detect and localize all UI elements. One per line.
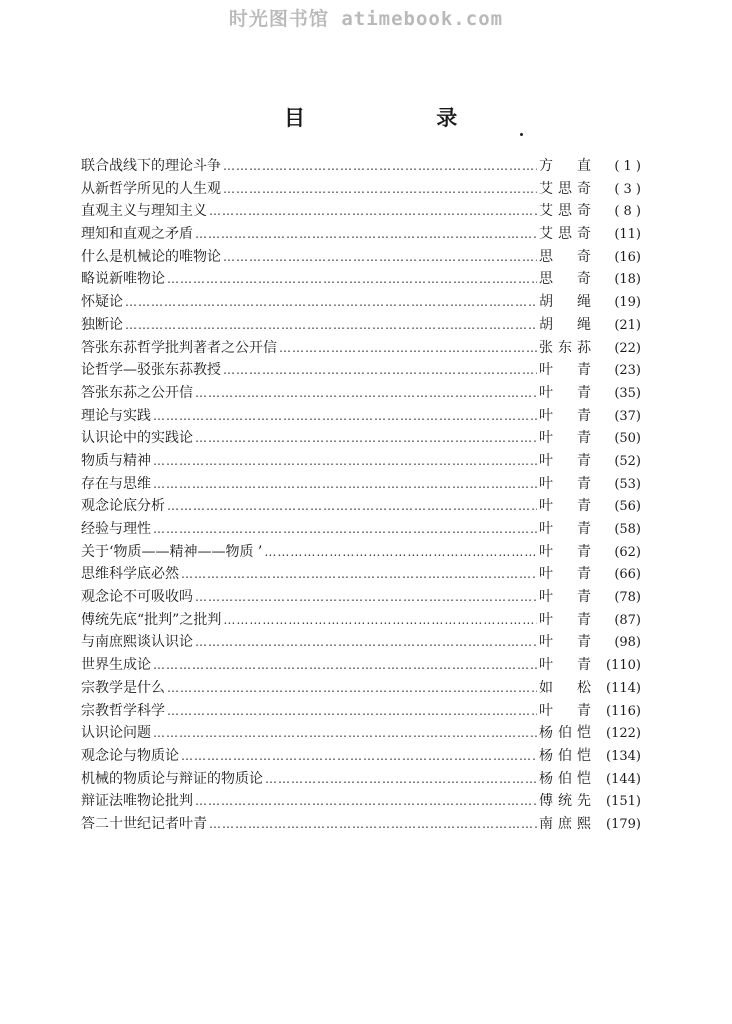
toc-entry-author: 叶 青 [539, 634, 591, 651]
toc-entry-author: 张东荪 [539, 339, 591, 356]
toc-leader-dots [153, 473, 537, 496]
toc-entry [81, 790, 641, 813]
toc-entry-title: 观念论与物质论 [81, 747, 179, 764]
toc-entry-author: 杨伯恺 [539, 770, 591, 787]
toc-leader-dots [223, 359, 537, 382]
toc-entry-title: 理论与实践 [81, 407, 151, 424]
toc-entry-page: (87) [614, 612, 641, 628]
toc-entry-author: 胡 绳 [539, 294, 591, 311]
toc-entry-page: (116) [606, 703, 641, 719]
toc-entry-title: 略说新唯物论 [81, 271, 165, 288]
toc-entry-title: 答张东荪之公开信 [81, 384, 193, 401]
toc-entry-author: 叶 青 [539, 657, 591, 674]
toc-entry-page: (11) [614, 227, 641, 243]
toc-entry-page: (35) [614, 385, 641, 401]
toc-entry-title: 论哲学—驳张东荪教授 [81, 362, 221, 379]
toc-entry [81, 314, 641, 337]
toc-entry-author: 叶 青 [539, 543, 591, 560]
toc-entry [81, 495, 641, 518]
toc-entry-page: (18) [614, 272, 641, 288]
toc-entry-title: 独断论 [81, 316, 123, 333]
toc-leader-dots [209, 200, 537, 223]
toc-entry [81, 541, 641, 564]
toc-entry-page: (22) [614, 340, 641, 356]
toc-leader-dots [223, 155, 537, 178]
toc-entry-title: 经验与理性 [81, 521, 151, 537]
toc-leader-dots [153, 450, 537, 473]
toc-entry [81, 518, 641, 541]
toc-entry-page: (58) [614, 522, 641, 537]
toc-entry-author: 方 直 [539, 158, 591, 174]
toc-entry-title: 怀疑论 [81, 294, 123, 311]
toc-leader-dots [153, 722, 537, 745]
toc-entry-author: 艾思奇 [539, 180, 591, 197]
toc-entry-page: (50) [614, 431, 641, 447]
toc-entry [81, 223, 641, 246]
toc-entry-page: (37) [614, 408, 641, 424]
table-of-contents [81, 155, 641, 836]
toc-leader-dots [195, 631, 537, 654]
toc-entry-page: ( 1 ) [614, 159, 641, 174]
toc-entry-author: 叶 青 [539, 589, 591, 606]
toc-entry-title: 联合战线下的理论斗争 [81, 158, 221, 174]
toc-entry-title: 世界生成论 [81, 657, 151, 674]
toc-entry-page: (114) [606, 680, 641, 696]
toc-leader-dots [125, 314, 537, 337]
toc-entry [81, 291, 641, 314]
toc-entry-title: 宗教学是什么 [81, 679, 165, 696]
toc-leader-dots [265, 768, 537, 791]
toc-entry [81, 813, 641, 836]
toc-entry-page: (110) [606, 658, 641, 674]
toc-entry-author: 杨伯恺 [539, 747, 591, 764]
toc-entry-page: (23) [614, 363, 641, 379]
toc-leader-dots [223, 178, 537, 201]
toc-entry-author: 叶 青 [539, 452, 591, 469]
toc-entry-author: 如 松 [539, 679, 591, 696]
toc-entry [81, 246, 641, 269]
toc-leader-dots [264, 541, 537, 564]
page-title: 目 录 [284, 105, 520, 130]
toc-entry-page: (134) [606, 748, 641, 764]
toc-entry-title: 观念论底分析 [81, 498, 165, 515]
toc-entry-title: 直观主义与理知主义 [81, 203, 207, 220]
toc-entry-title: 理知和直观之矛盾 [81, 226, 193, 243]
toc-entry-title: 答张东荪哲学批判著者之公开信 [81, 339, 277, 356]
toc-entry-page: (16) [614, 249, 641, 265]
toc-leader-dots [195, 790, 537, 813]
toc-entry-title: 认识论问题 [81, 725, 151, 742]
toc-entry-author: 叶 青 [539, 407, 591, 424]
toc-entry [81, 382, 641, 405]
toc-leader-dots [181, 745, 537, 768]
toc-entry-page: (151) [606, 794, 641, 810]
toc-entry-page: (56) [614, 499, 641, 515]
toc-entry [81, 427, 641, 450]
toc-entry [81, 359, 641, 382]
toc-entry-author: 叶 青 [539, 384, 591, 401]
toc-entry-author: 叶 青 [539, 611, 591, 628]
toc-entry-page: (78) [614, 590, 641, 606]
toc-entry-title: 什么是机械论的唯物论 [81, 248, 221, 265]
toc-leader-dots [195, 382, 537, 405]
toc-leader-dots [195, 586, 537, 609]
toc-entry [81, 337, 641, 360]
toc-entry-author: 杨伯恺 [539, 725, 591, 742]
toc-entry-title: 从新哲学所见的人生观 [81, 180, 221, 197]
toc-entry-author: 思 奇 [539, 271, 591, 288]
toc-entry-author: 叶 青 [539, 702, 591, 719]
toc-entry [81, 722, 641, 745]
toc-entry [81, 473, 641, 496]
toc-entry-page: (98) [614, 635, 641, 651]
toc-entry [81, 405, 641, 428]
toc-leader-dots [181, 563, 537, 586]
toc-entry-page: (144) [606, 771, 641, 787]
toc-entry [81, 768, 641, 791]
toc-leader-dots [153, 518, 537, 541]
toc-leader-dots [125, 291, 537, 314]
toc-entry [81, 155, 641, 178]
toc-entry-title: 傅统先底“批判”之批判 [81, 611, 222, 628]
toc-entry-author: 思 奇 [539, 248, 591, 265]
toc-entry-page: (66) [614, 567, 641, 583]
toc-entry-title: 与南庶熙谈认识论 [81, 634, 193, 651]
toc-entry [81, 677, 641, 700]
toc-leader-dots [195, 427, 537, 450]
toc-entry [81, 700, 641, 723]
toc-entry-title: 辩证法唯物论批判 [81, 793, 193, 810]
toc-entry [81, 200, 641, 223]
toc-entry [81, 450, 641, 473]
toc-leader-dots [167, 700, 537, 723]
toc-entry-author: 叶 青 [539, 566, 591, 583]
toc-entry-author: 艾思奇 [539, 203, 591, 220]
toc-entry [81, 563, 641, 586]
toc-entry-title: 观念论不可吸收吗 [81, 589, 193, 606]
toc-entry [81, 268, 641, 291]
toc-entry-title: 机械的物质论与辩证的物质论 [81, 770, 263, 787]
print-speck [520, 133, 523, 136]
toc-leader-dots [167, 268, 537, 291]
toc-entry-author: 胡 绳 [539, 316, 591, 333]
toc-entry [81, 178, 641, 201]
toc-entry-page: ( 8 ) [614, 204, 641, 220]
toc-entry-page: (122) [606, 726, 641, 742]
toc-entry-page: (52) [614, 453, 641, 469]
toc-leader-dots [223, 609, 537, 632]
toc-entry-author: 叶 青 [539, 521, 591, 537]
toc-leader-dots [153, 405, 537, 428]
toc-entry-title: 认识论中的实践论 [81, 430, 193, 447]
toc-entry-author: 傅统先 [539, 793, 591, 810]
toc-entry [81, 654, 641, 677]
toc-entry-author: 南庶熙 [539, 815, 591, 832]
toc-entry-author: 艾思奇 [539, 226, 591, 243]
toc-leader-dots [167, 677, 537, 700]
toc-entry-title: 物质与精神 [81, 452, 151, 469]
toc-entry-author: 叶 青 [539, 362, 591, 379]
toc-entry-author: 叶 青 [539, 430, 591, 447]
toc-entry-title: 答二十世纪记者叶青 [81, 815, 207, 832]
toc-entry-page: (21) [614, 317, 641, 333]
toc-entry [81, 631, 641, 654]
toc-entry-page: (62) [614, 544, 641, 560]
toc-entry [81, 586, 641, 609]
toc-entry [81, 609, 641, 632]
toc-entry-author: 叶 青 [539, 475, 591, 492]
toc-entry-page: (53) [614, 476, 641, 492]
toc-leader-dots [153, 654, 537, 677]
toc-leader-dots [223, 246, 537, 269]
toc-entry-title: 宗教哲学科学 [81, 702, 165, 719]
toc-entry-page: (19) [614, 295, 641, 311]
toc-entry-page: (179) [606, 816, 641, 832]
toc-entry-author: 叶 青 [539, 498, 591, 515]
toc-leader-dots [195, 223, 537, 246]
toc-entry-title: 存在与思维 [81, 475, 151, 492]
toc-entry-title: 关于‘物质——精神——物质 ’ [81, 543, 263, 560]
toc-entry-title: 思维科学底必然 [81, 566, 179, 583]
watermark: 时光图书馆 atimebook.com [228, 8, 504, 30]
toc-leader-dots [167, 495, 537, 518]
toc-leader-dots [209, 813, 537, 836]
toc-entry-page: ( 3 ) [614, 181, 641, 197]
toc-leader-dots [279, 337, 537, 360]
toc-entry [81, 745, 641, 768]
